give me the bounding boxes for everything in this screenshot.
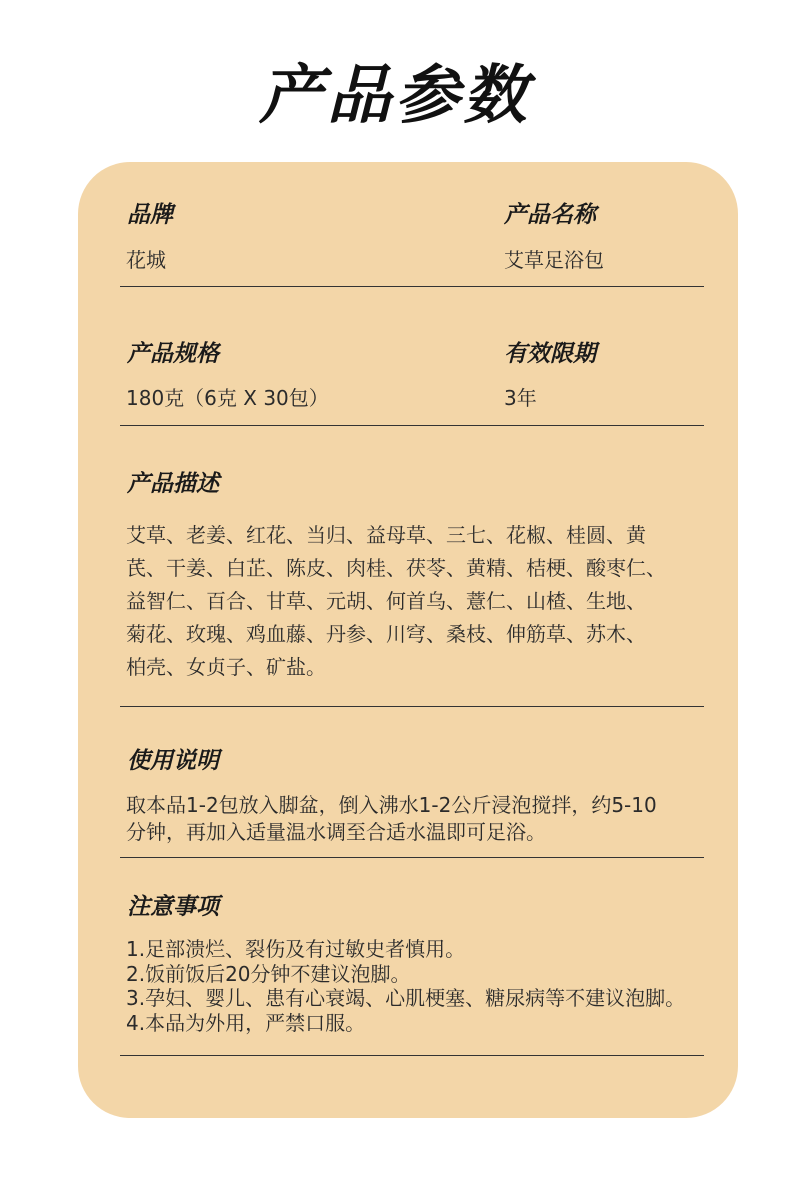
usage-line: 取本品1-2包放入脚盆，倒入沸水1-2公斤浸泡搅拌，约5-10 — [126, 793, 657, 817]
product-name-value: 艾草足浴包 — [504, 248, 604, 272]
description-line: 艾草、老姜、红花、当归、益母草、三七、花椒、桂圆、黄 — [126, 523, 646, 547]
usage-line: 分钟，再加入适量温水调至合适水温即可足浴。 — [126, 820, 546, 844]
page-title: 产品参数 — [259, 59, 531, 133]
brand-label: 品牌 — [127, 202, 173, 228]
notes-label: 注意事项 — [127, 894, 219, 920]
notes-line: 3.孕妇、婴儿、患有心衰竭、心肌梗塞、糖尿病等不建议泡脚。 — [126, 986, 686, 1010]
spec-label: 产品规格 — [127, 341, 219, 367]
divider — [120, 857, 704, 858]
divider — [120, 1055, 704, 1056]
shelf-life-value: 3年 — [504, 386, 537, 410]
notes-text — [126, 937, 712, 1035]
description-line: 柏壳、女贞子、矿盐。 — [126, 655, 326, 679]
description-line: 芪、干姜、白芷、陈皮、肉桂、茯苓、黄精、桔梗、酸枣仁、 — [126, 556, 666, 580]
divider — [120, 706, 704, 707]
notes-line: 1.足部溃烂、裂伤及有过敏史者慎用。 — [126, 937, 466, 961]
product-name-label: 产品名称 — [504, 202, 596, 228]
description-label: 产品描述 — [127, 471, 219, 497]
divider — [120, 425, 704, 426]
spec-value: 180克（6克 X 30包） — [126, 386, 329, 410]
divider — [120, 286, 704, 287]
description-line: 菊花、玫瑰、鸡血藤、丹参、川穹、桑枝、伸筋草、苏木、 — [126, 622, 646, 646]
description-line: 益智仁、百合、甘草、元胡、何首乌、薏仁、山楂、生地、 — [126, 589, 646, 613]
brand-value: 花城 — [126, 248, 166, 272]
shelf-life-label: 有效限期 — [504, 341, 596, 367]
usage-label: 使用说明 — [127, 748, 219, 774]
notes-line: 2.饭前饭后20分钟不建议泡脚。 — [126, 961, 411, 986]
usage-text — [126, 792, 712, 846]
description-text — [126, 519, 712, 684]
notes-line: 4.本品为外用，严禁口服。 — [126, 1010, 366, 1035]
